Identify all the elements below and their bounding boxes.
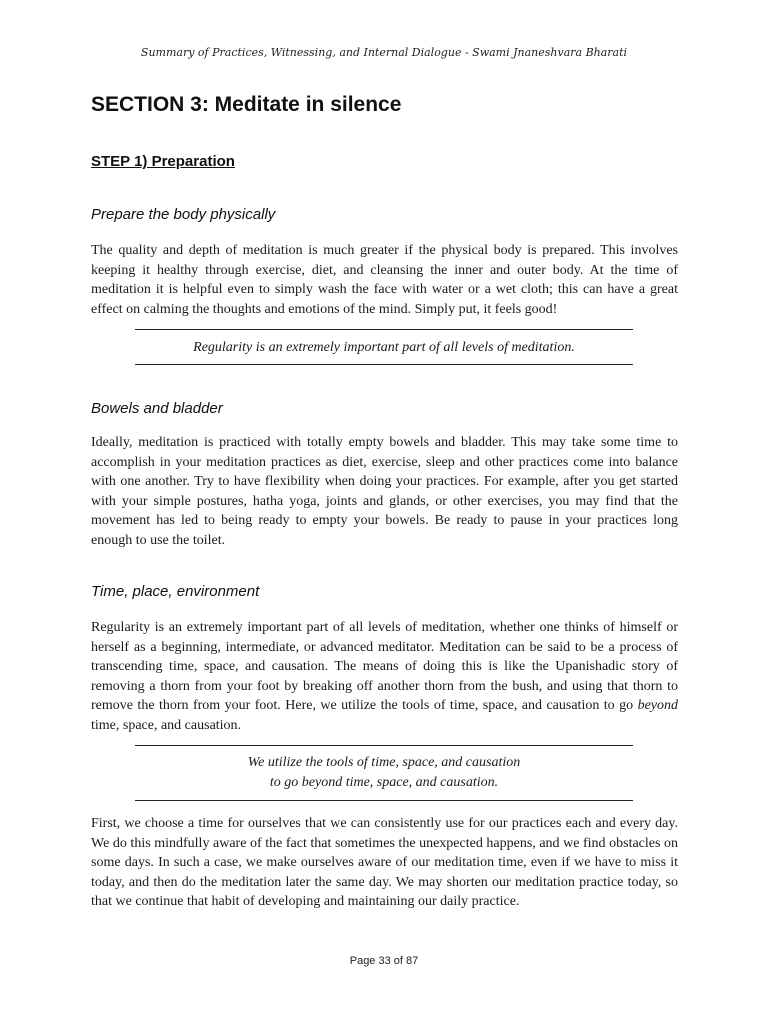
subheading-prepare-body: Prepare the body physically <box>91 206 276 223</box>
paragraph-time-place-part-1: Regularity is an extremely important part of all levels of meditation, whether one thinks of himself or herself as a beginning, intermediate, or advanced meditator. Meditation can be said to be a process of transcending time, space, and causation. The means of doing this is like the Upanishadic story of removing a thorn from your foot by breaking off another thorn from the bush, and using that thorn to remove the thorn from your foot. Here, we utilize the tools of time, space, and causation to go <box>91 620 678 713</box>
paragraph-time-place-part-2: time, space, and causation. <box>91 717 242 733</box>
paragraph-first-time: First, we choose a time for ourselves that we can consistently use for our practices each and every day. We do this mindfully aware of the fact that sometimes the unexpected happens, and we find obstacles on some days. In such a case, we make ourselves aware of our meditation time, even if we have to miss it today, and then do the meditation later the same day. We may shorten our meditation practice today, so that we continue that habit of developing and maintaining our daily practice. <box>91 816 678 909</box>
subheading-bowels-bladder: Bowels and bladder <box>91 400 223 417</box>
paragraph-prepare-body: The quality and depth of meditation is much greater if the physical body is prepared. This involves keeping it healthy through exercise, diet, and cleansing the inner and outer body. At the time of meditation it is helpful even to simply wash the face with water or a wet cloth; this can have a great effect on calming the thoughts and emotions of the mind. Simply put, it feels good! <box>91 243 678 317</box>
paragraph-time-place <box>91 618 678 735</box>
callout-regularity <box>135 329 633 365</box>
step-title: STEP 1) Preparation <box>91 153 235 170</box>
callout-tools-line-2: to go beyond time, space, and causation. <box>269 775 499 790</box>
running-header: Summary of Practices, Witnessing, and Internal Dialogue - Swami Jnaneshvara Bharati <box>140 46 628 59</box>
callout-tools-line-1: We utilize the tools of time, space, and causation <box>247 755 521 770</box>
paragraph-bowels-bladder: Ideally, meditation is practiced with totally empty bowels and bladder. This may take some time to accomplish in your meditation practices as diet, exercise, sleep and other practices come into balance with one another. Try to have flexibility when doing your practices. For example, after you get started with your simple postures, hatha yoga, joints and glands, or other exercises, you may find that the movement has led to being ready to empty your bowels. Be ready to pause in your practices long enough to use the toilet. <box>91 435 678 548</box>
subheading-time-place: Time, place, environment <box>91 583 260 600</box>
callout-regularity-text: Regularity is an extremely important part of all levels of meditation. <box>193 340 575 355</box>
callout-tools <box>135 745 633 801</box>
section-title: SECTION 3: Meditate in silence <box>91 93 402 116</box>
page-number: Page 33 of 87 <box>349 955 419 967</box>
emphasis-beyond: beyond <box>637 698 678 713</box>
